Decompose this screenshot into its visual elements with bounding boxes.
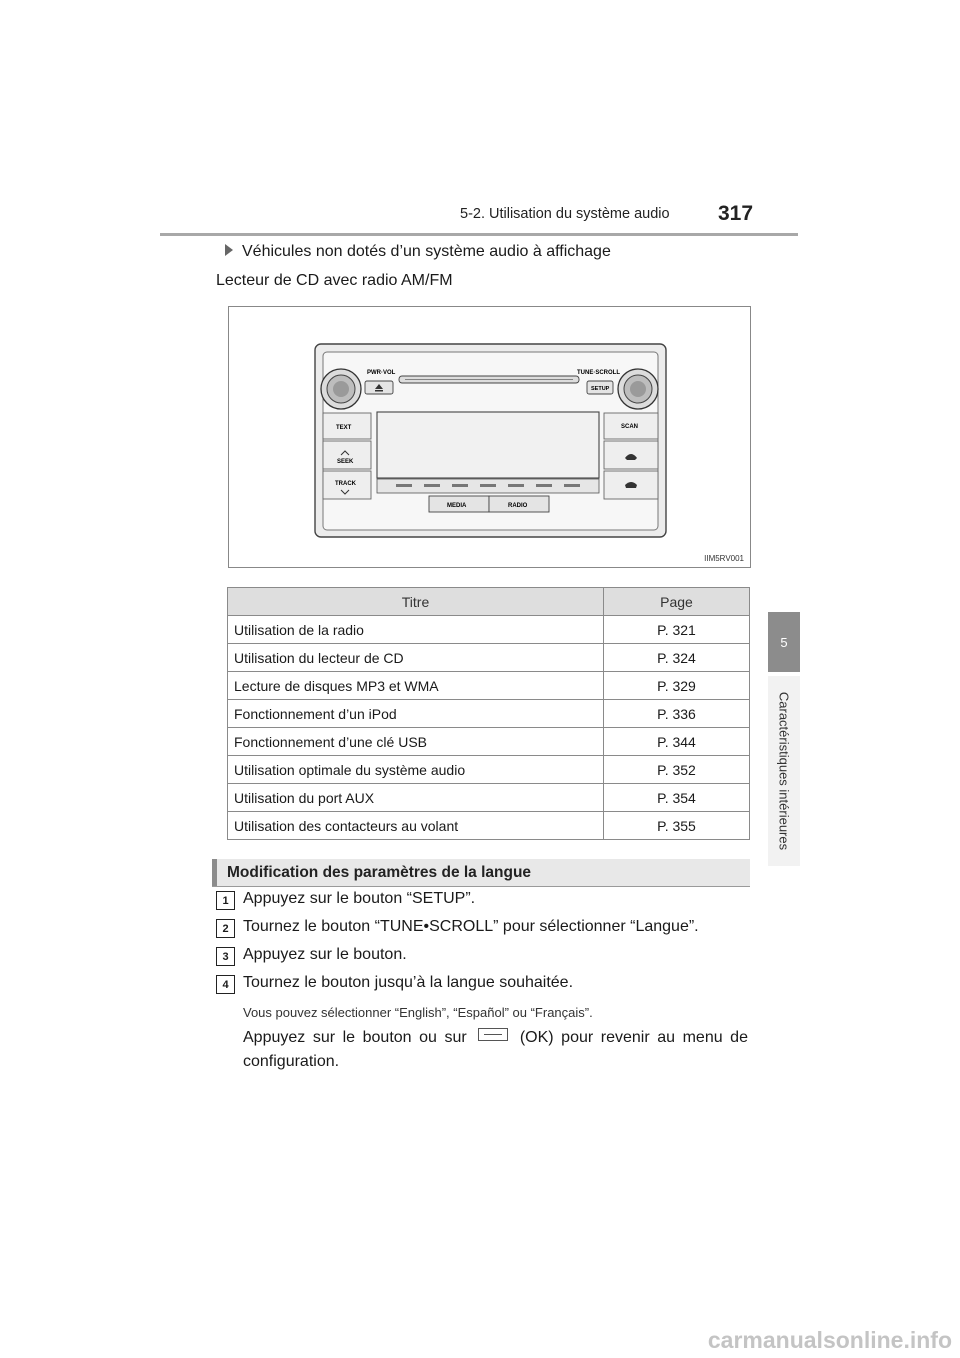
table-row (228, 812, 750, 840)
step-number: 4 (216, 975, 235, 994)
table-row (228, 644, 750, 672)
row-page: P. 321 (604, 616, 750, 644)
step-text: Tournez le bouton jusqu’à la langue souhaitée. (243, 974, 574, 991)
table-row (228, 616, 750, 644)
row-page: P. 352 (604, 756, 750, 784)
table-header-title: Titre (228, 588, 604, 616)
final-text-after: (OK) pour revenir au menu de configuration. (243, 1029, 748, 1070)
section-heading-bar (212, 859, 217, 886)
device-title: Lecteur de CD avec radio AM/FM (216, 272, 453, 289)
triangle-bullet-icon (225, 244, 233, 256)
track-button-label: TRACK (335, 481, 356, 487)
audio-unit-illustration (229, 307, 750, 567)
step-text: Tournez le bouton “TUNE•SCROLL” pour sélectionner “Langue”. (243, 918, 699, 935)
subheading (225, 243, 611, 261)
row-title: Utilisation de la radio (228, 616, 604, 644)
audio-unit-figure (228, 306, 751, 568)
row-title: Fonctionnement d’un iPod (228, 700, 604, 728)
ok-button-icon (478, 1028, 508, 1041)
table-row (228, 700, 750, 728)
media-button-label: MEDIA (447, 503, 467, 509)
chapter-tab-number: 5 (768, 612, 800, 672)
step-number: 3 (216, 947, 235, 966)
step-number: 2 (216, 919, 235, 938)
row-title: Lecture de disques MP3 et WMA (228, 672, 604, 700)
row-page: P. 354 (604, 784, 750, 812)
subheading-text: Véhicules non dotés d’un système audio à affichage (242, 243, 611, 260)
final-text-before: Appuyez sur le bouton ou sur (243, 1029, 467, 1046)
table-row (228, 728, 750, 756)
contents-table (227, 587, 750, 840)
step-text: Appuyez sur le bouton “SETUP”. (243, 890, 476, 907)
tune-scroll-label: TUNE·SCROLL (577, 370, 620, 376)
header-rule (160, 233, 798, 236)
watermark: carmanualsonline.info (707, 1327, 952, 1353)
table-header-page: Page (604, 588, 750, 616)
section-heading (212, 859, 750, 887)
chapter-tab-label-text: Caractéristiques intérieures (776, 691, 792, 851)
header-section-title: 5-2. Utilisation du système audio (460, 206, 670, 222)
row-title: Fonctionnement d’une clé USB (228, 728, 604, 756)
row-page: P. 355 (604, 812, 750, 840)
row-page: P. 324 (604, 644, 750, 672)
page-number: 317 (718, 202, 754, 225)
figure-code: IIM5RV001 (704, 554, 744, 563)
row-title: Utilisation du port AUX (228, 784, 604, 812)
row-title: Utilisation optimale du système audio (228, 756, 604, 784)
row-page: P. 329 (604, 672, 750, 700)
seek-button-label: SEEK (337, 459, 354, 465)
pwr-vol-label: PWR·VOL (367, 370, 396, 376)
final-instruction (243, 1026, 748, 1074)
text-button-label: TEXT (336, 425, 352, 431)
radio-button-label: RADIO (508, 503, 528, 509)
table-row (228, 672, 750, 700)
table-row (228, 784, 750, 812)
section-heading-text: Modification des paramètres de la langue (227, 864, 532, 881)
row-title: Utilisation des contacteurs au volant (228, 812, 604, 840)
row-title: Utilisation du lecteur de CD (228, 644, 604, 672)
scan-button-label: SCAN (621, 424, 639, 430)
row-page: P. 344 (604, 728, 750, 756)
table-row (228, 756, 750, 784)
svg-text:SETUP: SETUP (591, 386, 610, 392)
row-page: P. 336 (604, 700, 750, 728)
note-text: Vous pouvez sélectionner “English”, “Español” ou “Français”. (243, 1005, 593, 1020)
chapter-tab-label (768, 676, 800, 866)
step-number: 1 (216, 891, 235, 910)
step-text: Appuyez sur le bouton. (243, 946, 407, 963)
